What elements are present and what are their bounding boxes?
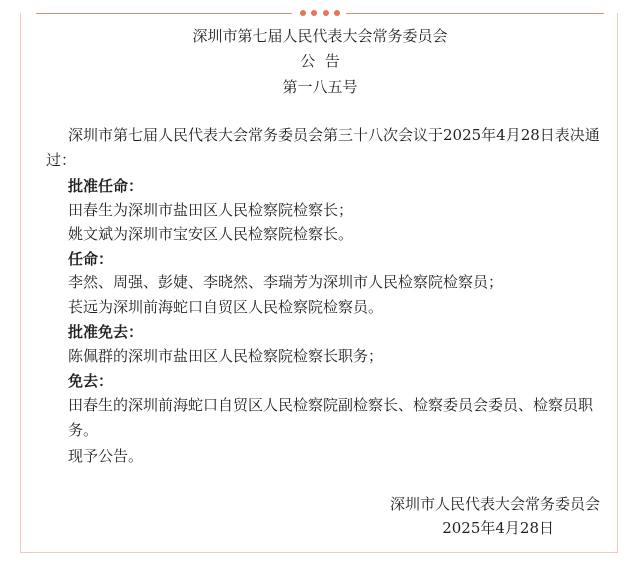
decorative-dots-icon xyxy=(300,9,340,17)
appoint-item: 李然、周强、彭婕、李晓然、李瑞芳为深圳市人民检察院检察员； xyxy=(68,273,504,291)
signature-date: 2025年4月28日 xyxy=(442,519,554,537)
top-border-left xyxy=(36,13,292,14)
section-heading-appoint: 任命： xyxy=(68,250,114,268)
dot-icon xyxy=(300,10,306,16)
section-heading-approve-remove: 批准免去： xyxy=(68,323,144,341)
top-border-right xyxy=(346,13,604,14)
dot-icon xyxy=(334,10,340,16)
signature-org: 深圳市人民代表大会常务委员会 xyxy=(389,495,600,513)
section-heading-remove: 免去： xyxy=(68,372,114,390)
remove-item: 田春生的深圳前海蛇口自贸区人民检察院副检察长、检察委员会委员、检察员职务。 xyxy=(68,396,594,439)
appoint-item: 苌远为深圳前海蛇口自贸区人民检察院检察员。 xyxy=(68,298,384,316)
appoint-item: 田春生为深圳市盐田区人民检察院检察长； xyxy=(68,201,354,219)
closing-text: 现予公告。 xyxy=(68,447,144,465)
remove-item: 陈佩群的深圳市盐田区人民检察院检察长职务； xyxy=(68,347,384,365)
appoint-item: 姚文斌为深圳市宝安区人民检察院检察长。 xyxy=(68,225,354,243)
dot-icon xyxy=(311,10,317,16)
announcement-title: 深圳市第七届人民代表大会常务委员会 xyxy=(192,27,448,45)
dot-icon xyxy=(323,10,329,16)
announcement-subtitle: 公 告 xyxy=(300,52,340,70)
announcement-number: 第一八五号 xyxy=(282,78,358,96)
section-heading-approve-appoint: 批准任命： xyxy=(68,177,144,195)
intro-paragraph: 深圳市第七届人民代表大会常务委员会第三十八次会议于2025年4月28日表决通过： xyxy=(46,126,600,169)
